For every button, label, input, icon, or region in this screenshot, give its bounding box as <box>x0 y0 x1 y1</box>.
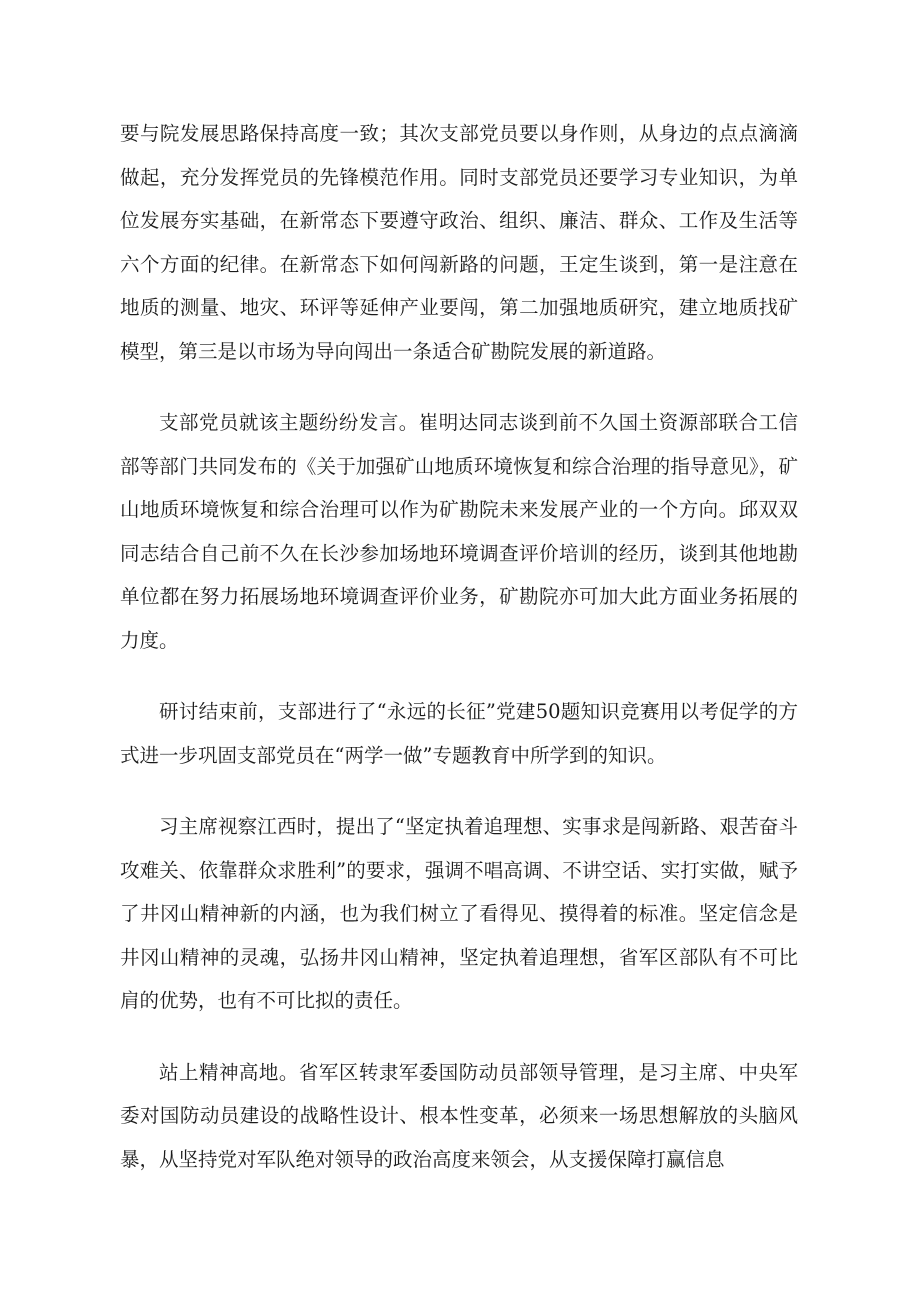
paragraph-knowledge-contest: 研讨结束前，支部进行了“永远的长征”党建50题知识竞赛用以考促学的方式进一步巩固支部党员在“两学一做”专题教育中所学到的知识。 <box>120 700 798 767</box>
paragraph-member-speeches: 支部党员就该主题纷纷发言。崔明达同志谈到前不久国土资源部联合工信部等部门共同发布的《关于加强矿山地质环境恢复和综合治理的指导意见》，矿山地质环境恢复和综合治理可以作为矿勘院未来发展产业的一个方向。邱双双同志结合自己前不久在长沙参加场地环境调查评价培训的经历，谈到其他地勘单位都在努力拓展场地环境调查评价业务，矿勘院亦可加大此方面业务拓展的力度。 <box>120 411 798 652</box>
paragraph-spiritual-high-ground: 站上精神高地。省军区转隶军委国防动员部领导管理，是习主席、中央军委对国防动员建设的战略性设计、根本性变革，必须来一场思想解放的头脑风暴，从坚持党对军队绝对领导的政治高度来领会，从支援保障打赢信息 <box>120 1060 798 1171</box>
paragraph-continued: 要与院发展思路保持高度一致；其次支部党员要以身作则，从身边的点点滴滴做起，充分发挥党员的先锋模范作用。同时支部党员还要学习专业知识，为单位发展夯实基础，在新常态下要遵守政治、组织、廉洁、群众、工作及生活等六个方面的纪律。在新常态下如何闯新路的问题，王定生谈到，第一是注意在地质的测量、地灾、环评等延伸产业要闯，第二加强地质研究，建立地质找矿模型，第三是以市场为导向闯出一条适合矿勘院发展的新道路。 <box>120 122 798 363</box>
document-body <box>120 112 798 1209</box>
paragraph-jinggangshan-spirit: 习主席视察江西时，提出了“坚定执着追理想、实事求是闯新路、艰苦奋斗攻难关、依靠群众求胜利”的要求，强调不唱高调、不讲空话、实打实做，赋予了井冈山精神新的内涵，也为我们树立了看得见、摸得着的标准。坚定信念是井冈山精神的灵魂，弘扬井冈山精神，坚定执着追理想，省军区部队有不可比肩的优势，也有不可比拟的责任。 <box>120 815 798 1012</box>
